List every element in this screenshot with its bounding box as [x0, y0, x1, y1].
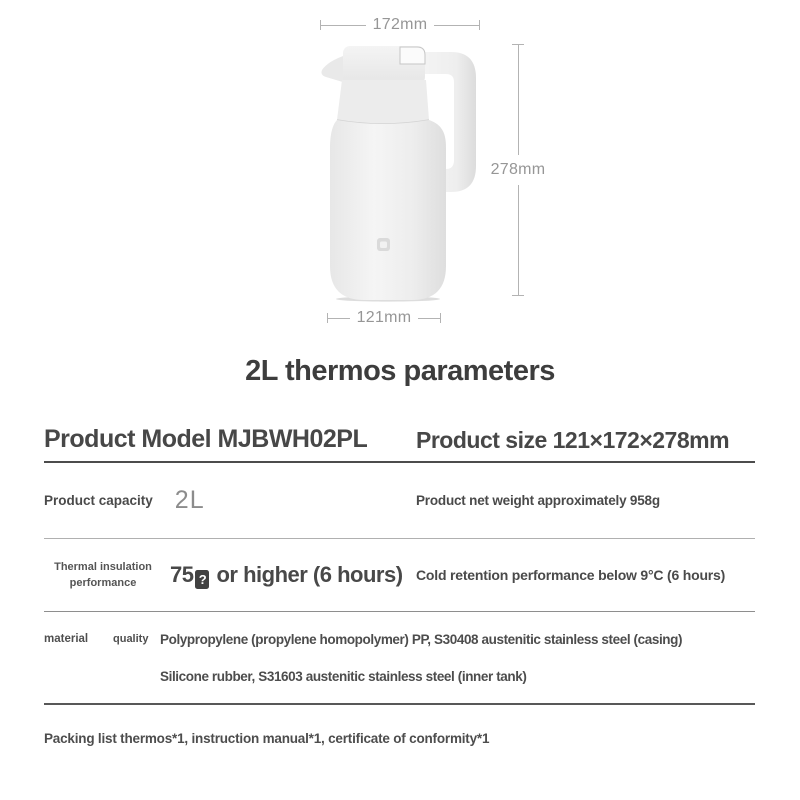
cold-retention: Cold retention performance below 9°C (6 hours): [416, 567, 726, 583]
dimension-height-label: 278mm: [490, 161, 546, 178]
table-row-capacity: [44, 463, 755, 539]
thermal-value: 75 ? or higher (6 hours): [170, 561, 403, 587]
page-title: 2L thermos parameters: [245, 355, 555, 387]
product-figure: [0, 0, 800, 345]
table-row-packing: [44, 705, 755, 763]
dimension-line: [418, 318, 440, 319]
dimension-depth-label: 121mm: [356, 309, 412, 326]
dimension-width-label: 172mm: [372, 16, 428, 33]
dimension-line: [518, 185, 519, 295]
material-line-1: Polypropylene (propylene homopolymer) PP, S30408 austenitic stainless steel (casing): [160, 632, 683, 647]
dimension-depth: [327, 310, 441, 326]
dimension-line: [321, 25, 366, 26]
thermos-spout: [322, 55, 347, 83]
thermos-illustration: [288, 42, 488, 324]
dimension-line: [518, 45, 519, 155]
product-size: Product size 121×172×278mm: [416, 427, 730, 453]
thermos-body: [330, 120, 446, 300]
dimension-line: [434, 25, 479, 26]
material-line-2: Silicone rubber, S31603 austenitic stainless steel (inner tank): [160, 669, 527, 684]
material-value: [160, 621, 755, 695]
table-row-material: [44, 612, 755, 705]
product-model: Product Model MJBWH02PL: [44, 425, 368, 453]
table-row-header: [44, 418, 755, 463]
dimension-line: [328, 318, 350, 319]
thermal-label: Thermal insulation performance: [54, 560, 152, 589]
dimension-tick: [512, 295, 524, 296]
dimension-tick: [479, 20, 480, 30]
capacity-label: Product capacity: [44, 493, 153, 508]
thermos-lid: [337, 80, 429, 124]
capacity-value: 2L: [174, 486, 205, 514]
dimension-tick: [440, 313, 441, 323]
dimension-height: [492, 44, 544, 296]
dimension-width: [320, 17, 480, 33]
spec-table: [44, 418, 755, 763]
quality-label: quality: [113, 633, 149, 645]
table-row-thermal: [44, 539, 755, 612]
material-label: material: [44, 633, 89, 645]
mijia-logo-icon: [377, 238, 390, 251]
net-weight: Product net weight approximately 958g: [416, 493, 660, 508]
packing-list: Packing list thermos*1, instruction manual*1, certificate of conformity*1: [44, 730, 490, 746]
missing-glyph-box: ?: [195, 570, 209, 589]
